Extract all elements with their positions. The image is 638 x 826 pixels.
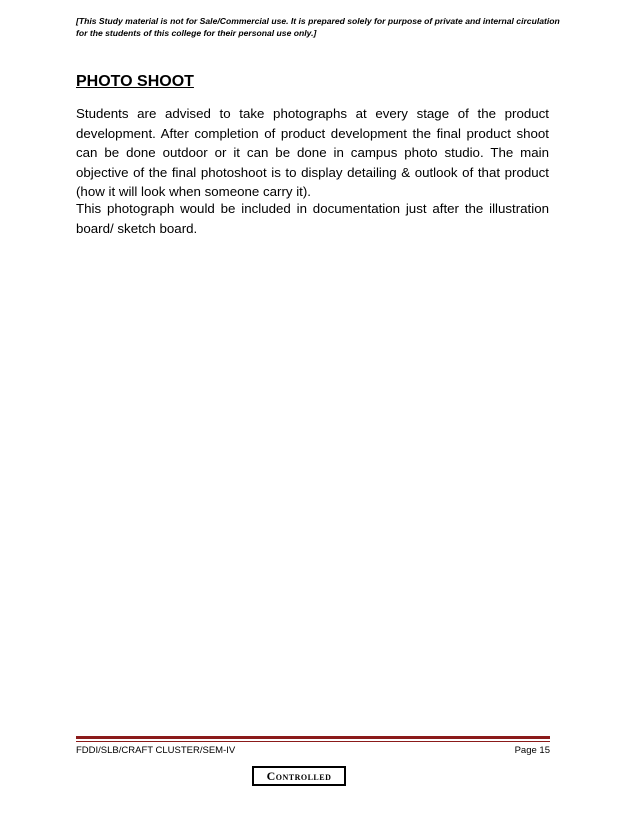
footer-page-number: Page 15 [514,745,550,756]
paragraph-documentation-note: This photograph would be included in documentation just after the illustration board/ sketch board. [76,201,549,236]
footer-doc-code: FDDI/SLB/CRAFT CLUSTER/SEM-IV [76,745,236,756]
section-title: PHOTO SHOOT [76,73,194,90]
controlled-stamp: Controlled [252,766,346,786]
footer-rule-thin [76,741,550,742]
paragraph-photo-shoot-intro: Students are advised to take photographs at every stage of the product development. After completion of product development the final product shoot can be done outdoor or it can be done in campus photo studio. The main objective of the final photoshoot is to display detailing & outlook of that product (how it will look when someone carry it). [76,106,549,199]
disclaimer-header: [This Study material is not for Sale/Commercial use. It is prepared solely for purpose of private and internal circulation for the students of this college for their personal use only.] [76,16,560,38]
footer-rule [76,736,550,739]
